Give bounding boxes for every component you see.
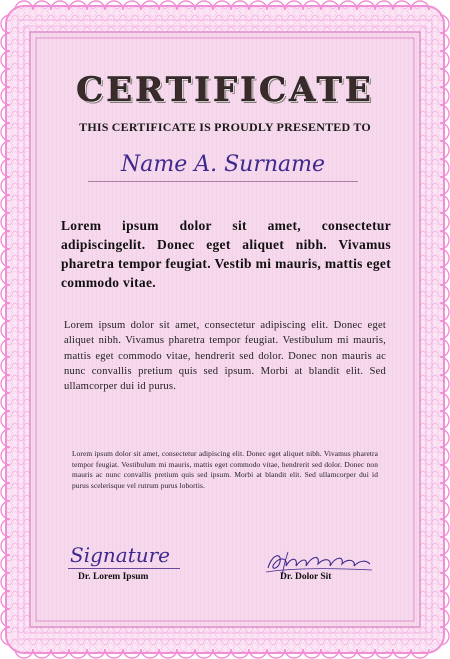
left-signature-script: Signature [70, 543, 171, 567]
recipient-name: Name A. Surname [120, 152, 326, 177]
small-paragraph: Lorem ipsum dolor sit amet, consectetur adipiscing elit. Donec eget aliquet nibh. Vivamus pharetra tempor feugiat. Vestibulum mi mauris, mattis eget commodo vitae, hendrerit sed dolor. Donec non mauris ac nunc convallis pretium quis sed ipsum. Morbi at blandit elit. Sed ullamcorper dui id purus scelerisque vel rutrum purus lobortis. [72, 449, 378, 490]
presented-to-text: THIS CERTIFICATE IS PROUDLY PRESENTED TO [79, 120, 371, 134]
body-paragraph: Lorem ipsum dolor sit amet, consectetur adipiscing elit. Donec eget aliquet nibh. Vivamus pharetra tempor feugiat. Vestibulum mi mauris, mattis eget commodo vitae, hendrerit sed dolor. Donec non mauris ac nunc convallis pretium quis sed ipsum. Morbi at blandit elit. Sed ullamcorper dui id purus. [64, 320, 386, 393]
certificate-title: CERTIFICATE [76, 70, 374, 110]
right-signer-name: Dr. Dolor Sit [280, 572, 332, 582]
certificate-title-block [0, 70, 450, 110]
left-signature-line [68, 568, 180, 569]
name-underline [88, 181, 358, 182]
left-signer-name: Dr. Lorem Ipsum [78, 572, 149, 582]
lead-paragraph: Lorem ipsum dolor sit amet, consectetur adipiscingelit. Donec eget aliquet nibh. Vivamus pharetra tempor feugiat. Vestib mi mauris, mattis eget commodo vitae. [61, 218, 391, 290]
